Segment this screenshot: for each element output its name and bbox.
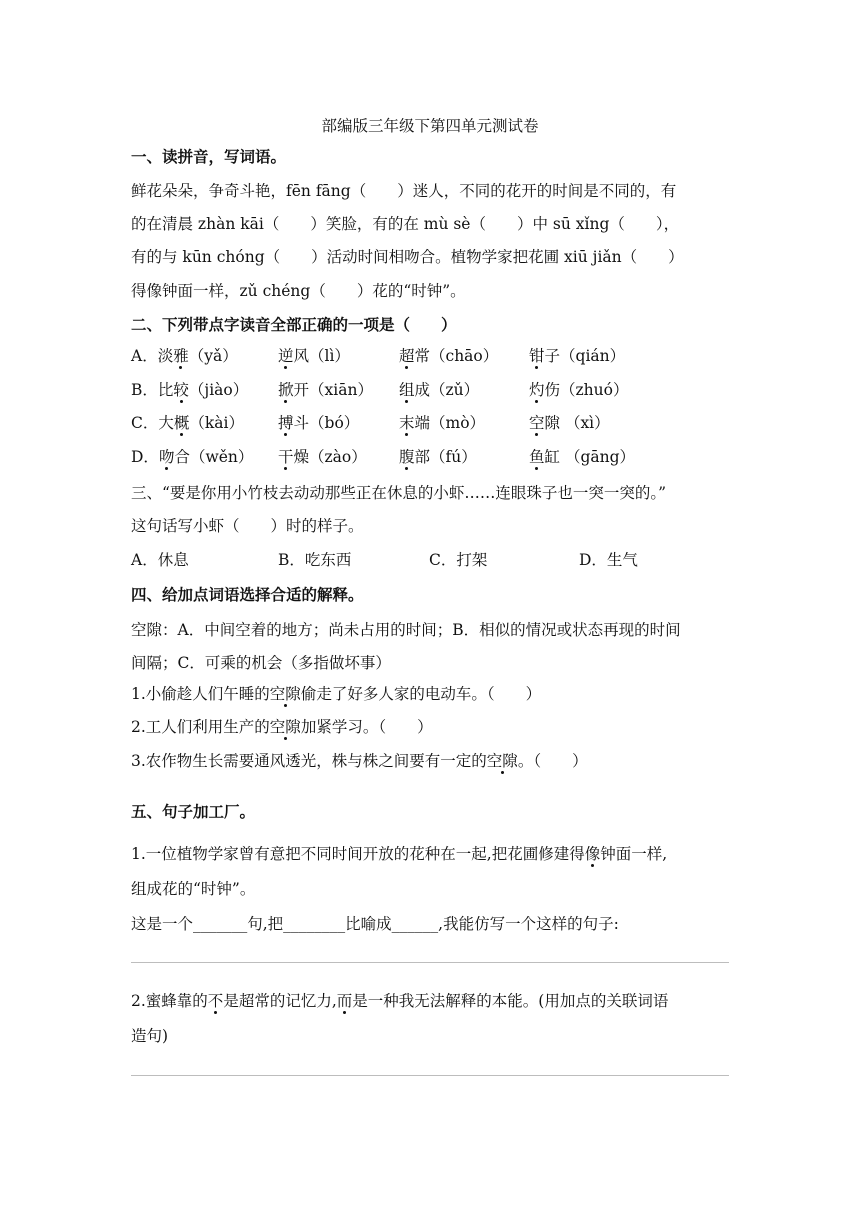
section-3-question: 三、“要是你用小竹枝去动动那些正在休息的小虾……连眼珠子也一突一突的。” bbox=[131, 484, 667, 502]
option-d-word-2: 干燥（zào） bbox=[278, 448, 367, 466]
option-a-word-2: 逆风（lì） bbox=[278, 347, 350, 365]
option-a-word-3: 超常（chāo） bbox=[399, 347, 499, 365]
option-d: D．生气 bbox=[579, 551, 638, 569]
option-b: B．吃东西 bbox=[278, 551, 352, 569]
option-d-word-3: 腹部（fú） bbox=[399, 448, 477, 466]
s5-question-1-cont: 组成花的“时钟”。 bbox=[131, 880, 256, 898]
s5-question-1: 1.一位植物学家曾有意把不同时间开放的花种在一起,把花圃修建得像钟面一样, bbox=[131, 845, 668, 863]
s4-question-1: 1.小偷趁人们午睡的空隙偷走了好多人家的电动车。（ ） bbox=[131, 685, 542, 703]
option-c-word-2: 搏斗（bó） bbox=[278, 414, 360, 432]
option-c-word-3: 末端（mò） bbox=[399, 414, 486, 432]
section-4-heading: 四、给加点词语选择合适的解释。 bbox=[131, 585, 364, 604]
section-3-question-cont: 这句话写小虾（ ）时的样子。 bbox=[131, 517, 364, 535]
s5-fill-blank: 这是一个_______句,把________比喻成______,我能仿写一个这样的句子: bbox=[131, 915, 619, 933]
s5-question-2-cont: 造句) bbox=[131, 1027, 169, 1045]
answer-line bbox=[131, 962, 729, 963]
option-b-word-3: 组成（zǔ） bbox=[399, 381, 480, 399]
option-a-word-4: 钳子（qián） bbox=[529, 347, 626, 365]
definition-line: 间隔；C．可乘的机会（多指做坏事） bbox=[131, 654, 391, 672]
s4-question-2: 2.工人们利用生产的空隙加紧学习。（ ） bbox=[131, 718, 433, 736]
section-1-line: 有的与 kūn chóng（ ）活动时间相吻合。植物学家把花圃 xiū jiǎn（ ） bbox=[131, 248, 684, 266]
s4-question-3: 3.农作物生长需要通风透光，株与株之间要有一定的空隙。（ ） bbox=[131, 752, 588, 770]
option-c-word-1: C．大概（kài） bbox=[131, 414, 244, 432]
option-b-word-2: 掀开（xiān） bbox=[278, 381, 373, 399]
option-d-word-1: D．吻合（wěn） bbox=[131, 448, 254, 466]
section-1-heading: 一、读拼音，写词语。 bbox=[131, 147, 287, 166]
s5-question-2: 2.蜜蜂靠的不是超常的记忆力,而是一种我无法解释的本能。(用加点的关联词语 bbox=[131, 992, 669, 1010]
option-b-word-1: B．比较（jiào） bbox=[131, 381, 249, 399]
section-1-line: 的在清晨 zhàn kāi（ ）笑脸，有的在 mù sè（ ）中 sū xǐng（ ）， bbox=[131, 215, 680, 233]
option-d-word-4: 鱼缸 （gāng） bbox=[529, 448, 636, 466]
option-c-word-4: 空隙 （xì） bbox=[529, 414, 610, 432]
page-title: 部编版三年级下第四单元测试卷 bbox=[321, 117, 539, 135]
section-2-heading: 二、下列带点字读音全部正确的一项是（ ） bbox=[131, 315, 457, 334]
option-b-word-4: 灼伤（zhuó） bbox=[529, 381, 629, 399]
section-1-line: 得像钟面一样，zǔ chéng（ ）花的“时钟”。 bbox=[131, 282, 466, 300]
section-1-line: 鲜花朵朵，争奇斗艳，fēn fāng（ ）迷人，不同的花开的时间是不同的，有 bbox=[131, 182, 677, 200]
option-c: C．打架 bbox=[429, 551, 488, 569]
section-5-heading: 五、句子加工厂。 bbox=[131, 802, 256, 821]
answer-line bbox=[131, 1075, 729, 1076]
option-a-word-1: A．淡雅（yǎ） bbox=[131, 347, 238, 365]
definition-line: 空隙：A．中间空着的地方；尚未占用的时间；B．相似的情况或状态再现的时间 bbox=[131, 621, 681, 639]
option-a: A．休息 bbox=[131, 551, 189, 569]
